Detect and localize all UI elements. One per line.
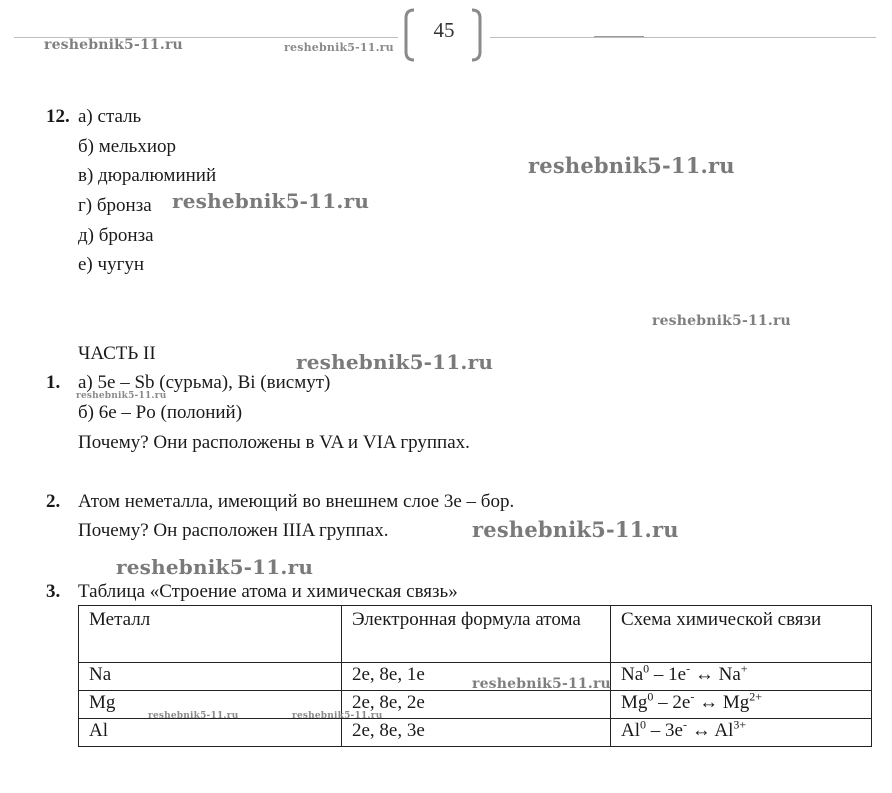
watermark-right-small: reshebnik5-11.ru	[652, 313, 791, 329]
task2-number: 2.	[46, 491, 61, 512]
task1-line-b: б) 6e – Po (полоний)	[78, 402, 243, 423]
task2-line-answer: Атом неметалла, имеющий во внешнем слое 3e – бор.	[78, 491, 515, 512]
watermark-part2: reshebnik5-11.ru	[296, 350, 494, 374]
table-header-row	[79, 606, 872, 663]
task1-line-why: Почему? Они расположены в VA и VIA группах.	[78, 432, 470, 453]
table-header-formula: Электронная формула атома	[342, 606, 611, 663]
table-header-metal: Металл	[79, 606, 342, 663]
page-number: 45	[433, 18, 455, 42]
watermark-header-left: reshebnik5-11.ru	[44, 37, 183, 53]
task3-title: Таблица «Строение атома и химическая связь»	[78, 581, 458, 602]
task12-item-a: а) сталь	[78, 106, 142, 127]
task12-item-d: г) бронза	[78, 195, 152, 216]
cell-formula: 2e, 8e, 1e	[342, 663, 611, 691]
header-rule-right	[490, 37, 876, 38]
task12-number: 12.	[46, 106, 70, 127]
table-header-scheme: Схема химической связи	[611, 606, 872, 663]
header-rule-accent	[594, 36, 644, 37]
cell-formula: 2e, 8e, 2e	[342, 691, 611, 719]
cell-scheme: Mg$^0$ – 2e- ↔ $Mg^{2+}$	[611, 691, 872, 719]
task2-line-why: Почему? Он расположен IIIA группах.	[78, 520, 389, 541]
task1-line-a: а) 5e – Sb (сурьма), Bi (висмут)	[78, 372, 331, 393]
watermark-near-bronze: reshebnik5-11.ru	[172, 189, 370, 213]
cell-metal: Mg	[79, 691, 342, 719]
cell-metal: Na	[79, 663, 342, 691]
table-row	[79, 719, 872, 747]
watermark-table-right: reshebnik5-11.ru	[472, 676, 611, 692]
cell-formula: 2e, 8e, 3e	[342, 719, 611, 747]
watermark-table-mid: reshebnik5-11.ru	[292, 711, 383, 721]
watermark-task1-small: reshebnik5-11.ru	[76, 391, 167, 401]
task3-number: 3.	[46, 581, 61, 602]
task12-item-c: в) дюралюминий	[78, 165, 217, 186]
part2-title: ЧАСТЬ II	[78, 343, 156, 364]
watermark-task3: reshebnik5-11.ru	[116, 555, 314, 579]
cell-metal: Al	[79, 719, 342, 747]
cell-scheme: Na$^0$ – 1e- ↔ Na+	[611, 663, 872, 691]
task12-item-f: е) чугун	[78, 254, 145, 275]
task12-item-b: б) мельхиор	[78, 136, 177, 157]
watermark-header-mid: reshebnik5-11.ru	[284, 41, 394, 54]
watermark-table-left: reshebnik5-11.ru	[148, 711, 239, 721]
watermark-top-right: reshebnik5-11.ru	[528, 153, 735, 178]
task12-item-e: д) бронза	[78, 225, 154, 246]
cell-scheme: Al$^0$ – 3e- ↔ $Al^{3+}$	[611, 719, 872, 747]
watermark-task2: reshebnik5-11.ru	[472, 517, 679, 542]
task1-number: 1.	[46, 372, 61, 393]
